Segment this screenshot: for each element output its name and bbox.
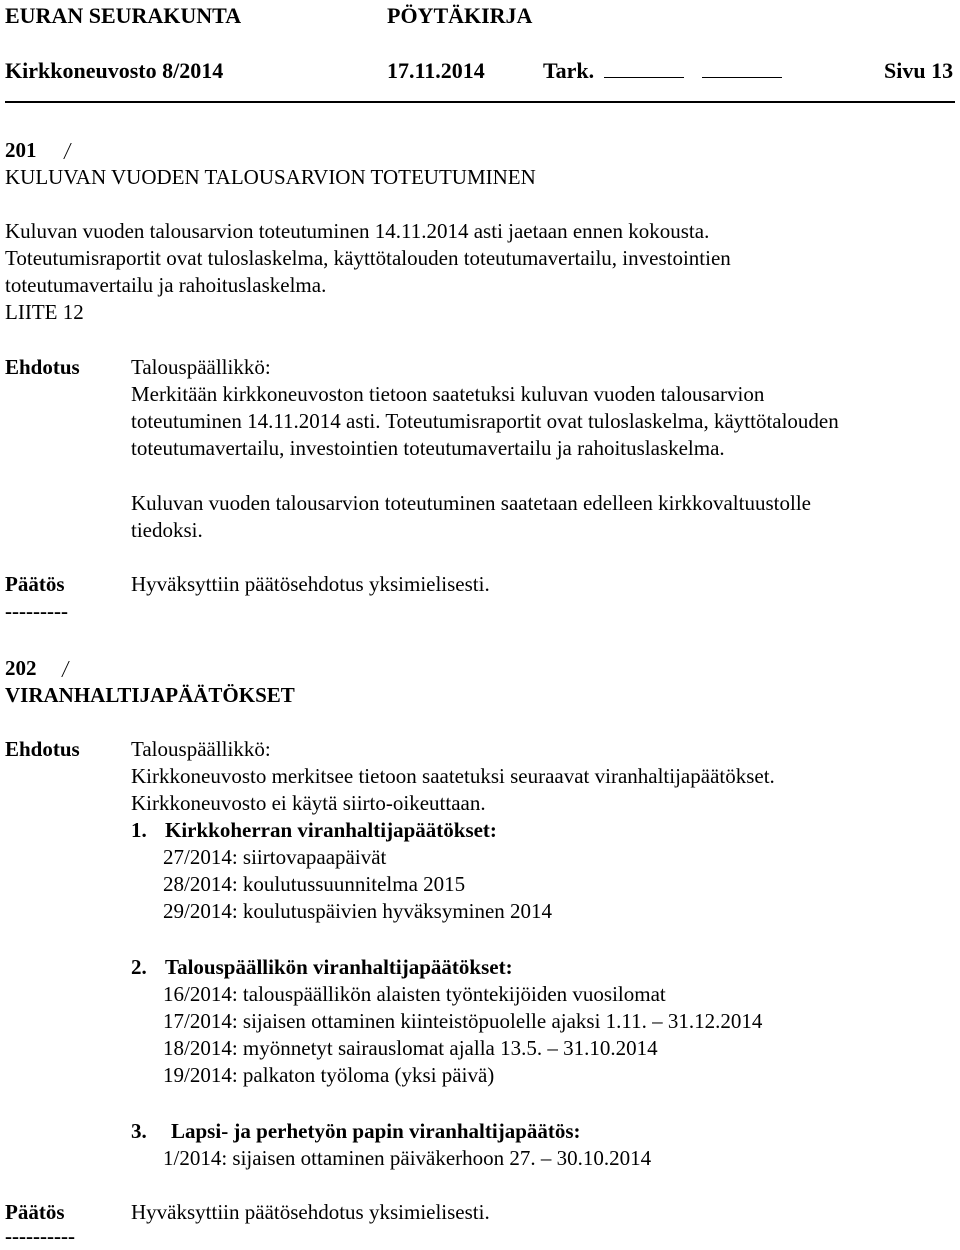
meeting-id: Kirkkoneuvosto 8/2014 xyxy=(5,58,224,83)
section-title-201: KULUVAN VUODEN TALOUSARVION TOTEUTUMINEN xyxy=(5,165,536,189)
section-number-202 xyxy=(5,655,37,682)
proposal-note-1: Kuluvan vuoden talousarvion toteutuminen saatetaan edelleen kirkkovaltuustolle xyxy=(131,491,811,515)
decision-text-201: Hyväksyttiin päätösehdotus yksimielisesti. xyxy=(131,572,490,596)
group-heading-2 xyxy=(131,954,513,981)
meeting-date: 17.11.2014 xyxy=(387,58,485,83)
list-item: 19/2014: palkaton työloma (yksi päivä) xyxy=(163,1063,495,1087)
attachment-ref: LIITE 12 xyxy=(5,300,84,324)
checker-label: Tark. xyxy=(543,58,595,83)
proposal-label-202: Ehdotus xyxy=(5,737,80,761)
proposal-line-2: toteutuminen 14.11.2014 asti. Toteutumisraportit ovat tuloslaskelma, käyttötalouden xyxy=(131,409,839,433)
header-divider xyxy=(5,101,955,103)
page-number: Sivu 13 xyxy=(884,58,954,83)
list-item: 17/2014: sijaisen ottaminen kiinteistöpuolelle ajaksi 1.11. – 31.12.2014 xyxy=(163,1009,763,1033)
intro-line-3: toteutumavertailu ja rahoituslaskelma. xyxy=(5,273,327,297)
proposal-by-201: Talouspäällikkö: xyxy=(131,355,271,379)
organization-name: EURAN SEURAKUNTA xyxy=(5,3,242,28)
list-item: 27/2014: siirtovapaapäivät xyxy=(163,845,387,869)
proposal-note-2: tiedoksi. xyxy=(131,518,203,542)
group-number: 2. xyxy=(131,955,147,979)
decision-text-202: Hyväksyttiin päätösehdotus yksimielisesti. xyxy=(131,1200,490,1224)
group-number: 1. xyxy=(131,818,147,842)
list-item: 29/2014: koulutuspäivien hyväksyminen 2014 xyxy=(163,899,553,923)
intro-line-1: Kuluvan vuoden talousarvion toteutuminen 14.11.2014 asti jaetaan ennen kokousta. xyxy=(5,219,710,243)
proposal-label-201: Ehdotus xyxy=(5,355,80,379)
decision-label-201: Päätös xyxy=(5,572,65,596)
signature-line-1 xyxy=(604,59,684,78)
section-number-201 xyxy=(5,137,37,164)
document-type: PÖYTÄKIRJA xyxy=(387,3,533,28)
proposal-by-202: Talouspäällikkö: xyxy=(131,737,271,761)
separator-201: --------- xyxy=(5,599,68,623)
list-item: 16/2014: talouspäällikön alaisten työntekijöiden vuosilomat xyxy=(163,982,666,1006)
group-heading-1 xyxy=(131,817,497,844)
proposal-line-202-2: Kirkkoneuvosto ei käytä siirto-oikeuttaan. xyxy=(131,791,486,815)
group-title: Kirkkoherran viranhaltijapäätökset: xyxy=(165,818,497,842)
group-title: Talouspäällikön viranhaltijapäätökset: xyxy=(165,955,513,979)
group-number: 3. xyxy=(131,1119,147,1143)
list-item: 28/2014: koulutussuunnitelma 2015 xyxy=(163,872,466,896)
proposal-line-3: toteutumavertailu, investointien toteutumavertailu ja rahoituslaskelma. xyxy=(131,436,725,460)
proposal-line-1: Merkitään kirkkoneuvoston tietoon saatetuksi kuluvan vuoden talousarvion xyxy=(131,382,765,406)
intro-line-2: Toteutumisraportit ovat tuloslaskelma, käyttötalouden toteutumavertailu, investointien xyxy=(5,246,731,270)
proposal-line-202-1: Kirkkoneuvosto merkitsee tietoon saatetuksi seuraavat viranhaltijapäätökset. xyxy=(131,764,775,788)
list-item: 18/2014: myönnetyt sairauslomat ajalla 13.5. – 31.10.2014 xyxy=(163,1036,658,1060)
separator-202: ---------- xyxy=(5,1224,75,1248)
section-mark: 201 xyxy=(5,138,37,162)
decision-label-202: Päätös xyxy=(5,1200,65,1224)
group-heading-3 xyxy=(131,1118,581,1145)
group-title: Lapsi- ja perhetyön papin viranhaltijapäätös: xyxy=(171,1119,581,1143)
list-item: 1/2014: sijaisen ottaminen päiväkerhoon 27. – 30.10.2014 xyxy=(163,1146,652,1170)
checker-field xyxy=(543,57,782,84)
section-title-202: VIRANHALTIJAPÄÄTÖKSET xyxy=(5,683,295,707)
signature-line-2 xyxy=(702,59,782,78)
section-mark: 202 xyxy=(5,656,37,680)
